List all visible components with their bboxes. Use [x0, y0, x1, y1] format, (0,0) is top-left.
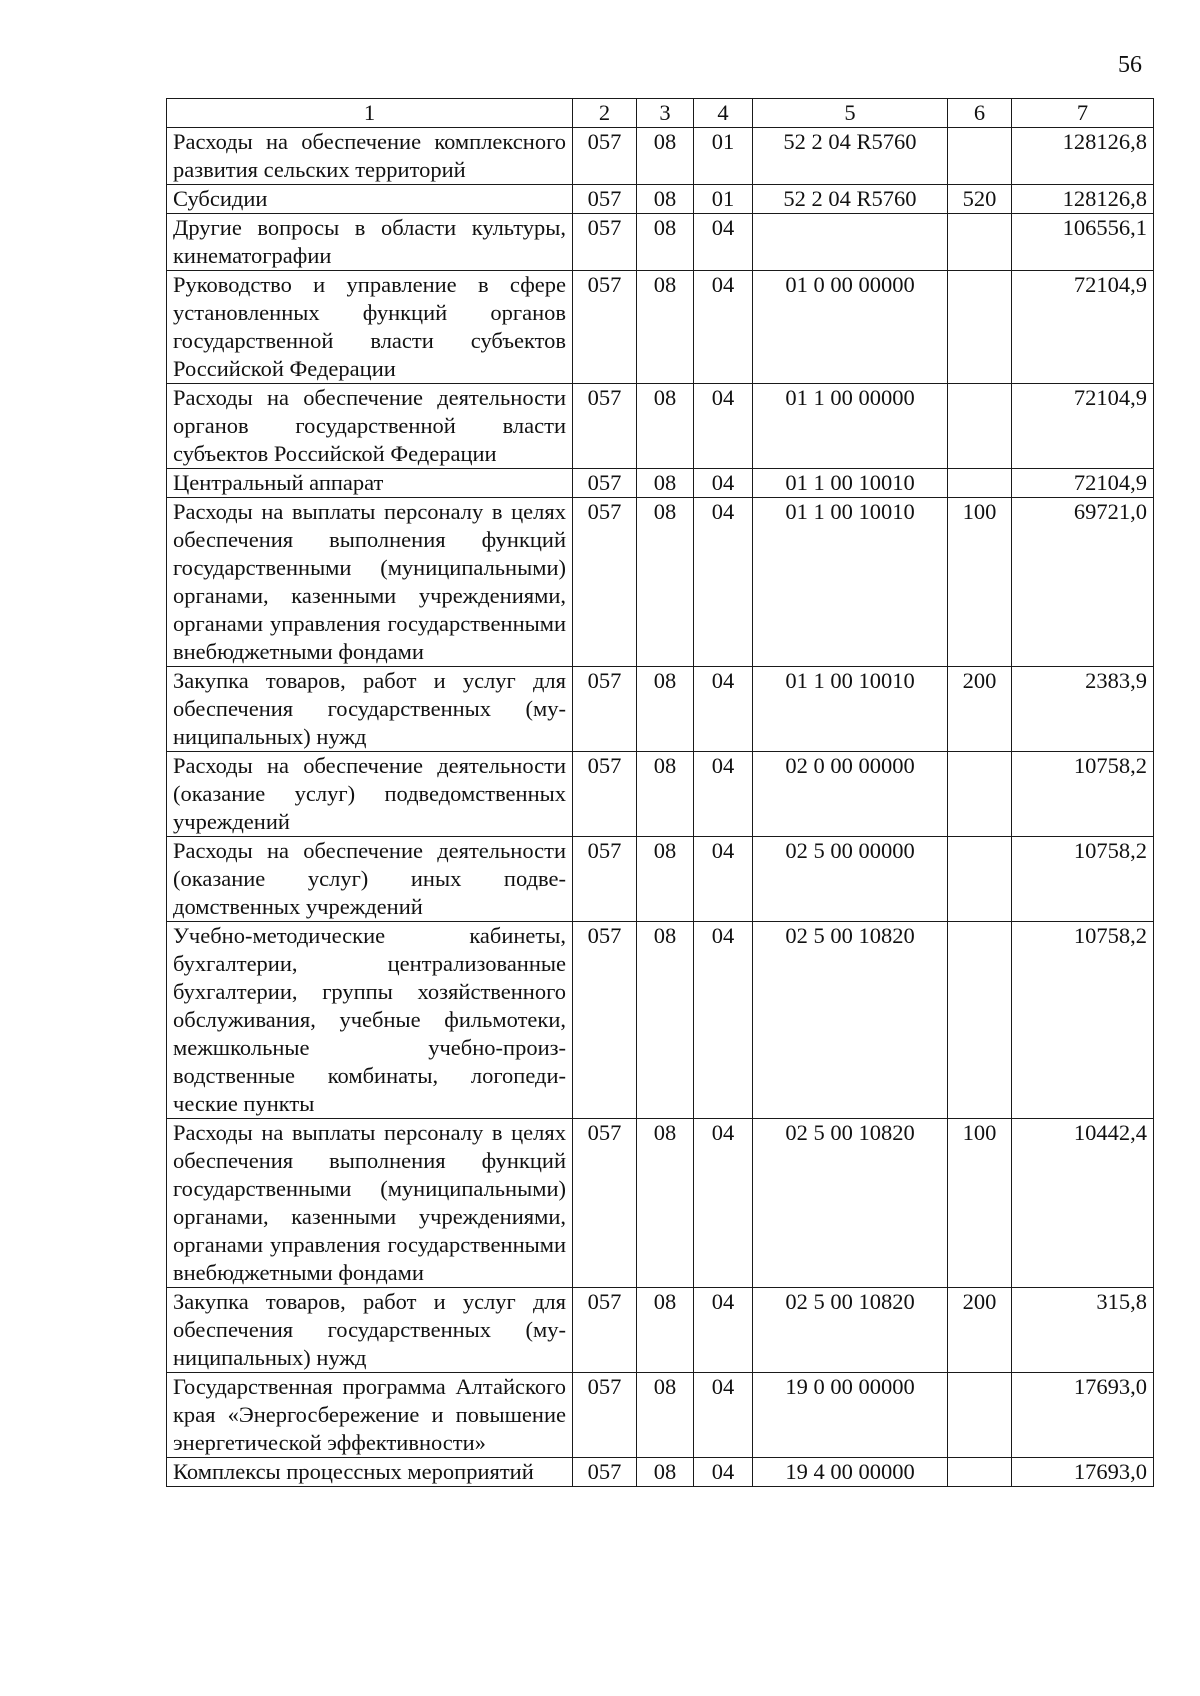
- table-row: [167, 922, 1154, 1119]
- admin-code-cell: 057: [573, 128, 637, 185]
- amount-cell: 128126,8: [1012, 185, 1154, 214]
- admin-code-cell: 057: [573, 1288, 637, 1373]
- section-code-cell: 08: [637, 667, 694, 752]
- subsection-code-cell: 04: [694, 667, 753, 752]
- expense-type-cell: 200: [948, 667, 1012, 752]
- amount-cell: 315,8: [1012, 1288, 1154, 1373]
- amount-cell: 106556,1: [1012, 214, 1154, 271]
- subsection-code-cell: 04: [694, 1373, 753, 1458]
- amount-cell: 2383,9: [1012, 667, 1154, 752]
- header-row: [167, 99, 1154, 128]
- table-row: [167, 469, 1154, 498]
- table-row: [167, 185, 1154, 214]
- admin-code-cell: 057: [573, 214, 637, 271]
- expense-type-cell: [948, 128, 1012, 185]
- column-header-5: 5: [753, 99, 948, 128]
- expense-type-cell: [948, 1458, 1012, 1487]
- target-article-cell: 01 0 00 00000: [753, 271, 948, 384]
- column-header-7: 7: [1012, 99, 1154, 128]
- expense-type-cell: [948, 752, 1012, 837]
- column-header-2: 2: [573, 99, 637, 128]
- amount-cell: 17693,0: [1012, 1373, 1154, 1458]
- subsection-code-cell: 04: [694, 1458, 753, 1487]
- table-row: [167, 752, 1154, 837]
- expense-name-cell: Закупка товаров, работ и услуг для обеспечения государственных (муниципальных) нужд: [167, 667, 573, 752]
- subsection-code-cell: 01: [694, 128, 753, 185]
- subsection-code-cell: 04: [694, 837, 753, 922]
- admin-code-cell: 057: [573, 469, 637, 498]
- target-article-cell: 01 1 00 10010: [753, 667, 948, 752]
- target-article-cell: 19 4 00 00000: [753, 1458, 948, 1487]
- admin-code-cell: 057: [573, 1373, 637, 1458]
- page-number: 56: [1118, 52, 1142, 78]
- table-row: [167, 128, 1154, 185]
- expense-name-cell: Государственная программа Алтайского края «Энергосбережение и повышение энергетической эффективности»: [167, 1373, 573, 1458]
- section-code-cell: 08: [637, 752, 694, 837]
- target-article-cell: 02 5 00 10820: [753, 922, 948, 1119]
- expense-type-cell: [948, 922, 1012, 1119]
- subsection-code-cell: 04: [694, 271, 753, 384]
- expense-name-cell: Учебно-методические кабинеты, бухгалтерии, централизованные бухгалтерии, группы хозяйственного обслуживания, учебные фильмотеки, межшкольные учебно-производственные комбинаты, логопедические пункты: [167, 922, 573, 1119]
- table-row: [167, 214, 1154, 271]
- table-row: [167, 837, 1154, 922]
- admin-code-cell: 057: [573, 837, 637, 922]
- expense-name-cell: Расходы на обеспечение деятельности (оказание услуг) подведомственных учреждений: [167, 752, 573, 837]
- admin-code-cell: 057: [573, 185, 637, 214]
- admin-code-cell: 057: [573, 1458, 637, 1487]
- expense-type-cell: 100: [948, 1119, 1012, 1288]
- amount-cell: 10442,4: [1012, 1119, 1154, 1288]
- target-article-cell: [753, 214, 948, 271]
- expense-name-cell: Расходы на обеспечение деятельности (оказание услуг) иных подведомственных учреждений: [167, 837, 573, 922]
- admin-code-cell: 057: [573, 1119, 637, 1288]
- admin-code-cell: 057: [573, 752, 637, 837]
- admin-code-cell: 057: [573, 922, 637, 1119]
- section-code-cell: 08: [637, 498, 694, 667]
- column-header-6: 6: [948, 99, 1012, 128]
- section-code-cell: 08: [637, 128, 694, 185]
- expense-type-cell: [948, 469, 1012, 498]
- table-row: [167, 667, 1154, 752]
- expense-type-cell: [948, 271, 1012, 384]
- table-row: [167, 271, 1154, 384]
- section-code-cell: 08: [637, 384, 694, 469]
- subsection-code-cell: 01: [694, 185, 753, 214]
- expense-type-cell: [948, 1373, 1012, 1458]
- target-article-cell: 19 0 00 00000: [753, 1373, 948, 1458]
- target-article-cell: 52 2 04 R5760: [753, 128, 948, 185]
- expense-name-cell: Расходы на обеспечение комплексного развития сельских территорий: [167, 128, 573, 185]
- section-code-cell: 08: [637, 271, 694, 384]
- amount-cell: 72104,9: [1012, 469, 1154, 498]
- column-header-3: 3: [637, 99, 694, 128]
- admin-code-cell: 057: [573, 667, 637, 752]
- expense-name-cell: Центральный аппарат: [167, 469, 573, 498]
- table-row: [167, 1119, 1154, 1288]
- column-header-1: 1: [167, 99, 573, 128]
- expense-name-cell: Расходы на выплаты персоналу в целях обеспечения выполнения функций государственными (муниципальными) органами, казенными учреждениями, органами управления государственными внебюджетными фондами: [167, 498, 573, 667]
- subsection-code-cell: 04: [694, 498, 753, 667]
- expense-type-cell: 100: [948, 498, 1012, 667]
- expense-type-cell: [948, 837, 1012, 922]
- section-code-cell: 08: [637, 1458, 694, 1487]
- expense-type-cell: [948, 214, 1012, 271]
- expense-name-cell: Руководство и управление в сфере установленных функций органов государственной власти субъектов Российской Федерации: [167, 271, 573, 384]
- subsection-code-cell: 04: [694, 214, 753, 271]
- table-row: [167, 384, 1154, 469]
- table-row: [167, 1373, 1154, 1458]
- section-code-cell: 08: [637, 1373, 694, 1458]
- column-header-4: 4: [694, 99, 753, 128]
- amount-cell: 10758,2: [1012, 837, 1154, 922]
- target-article-cell: 01 1 00 10010: [753, 498, 948, 667]
- table-body: [167, 128, 1154, 1487]
- target-article-cell: 02 5 00 10820: [753, 1288, 948, 1373]
- expense-name-cell: Закупка товаров, работ и услуг для обеспечения государственных (муниципальных) нужд: [167, 1288, 573, 1373]
- subsection-code-cell: 04: [694, 1288, 753, 1373]
- subsection-code-cell: 04: [694, 1119, 753, 1288]
- amount-cell: 10758,2: [1012, 752, 1154, 837]
- expense-name-cell: Субсидии: [167, 185, 573, 214]
- expense-name-cell: Расходы на выплаты персоналу в целях обеспечения выполнения функций государственными (муниципальными) органами, казенными учреждениями, органами управления государственными внебюджетными фондами: [167, 1119, 573, 1288]
- amount-cell: 69721,0: [1012, 498, 1154, 667]
- section-code-cell: 08: [637, 837, 694, 922]
- amount-cell: 10758,2: [1012, 922, 1154, 1119]
- subsection-code-cell: 04: [694, 922, 753, 1119]
- budget-table: [166, 98, 1154, 1487]
- expense-type-cell: 200: [948, 1288, 1012, 1373]
- subsection-code-cell: 04: [694, 752, 753, 837]
- amount-cell: 128126,8: [1012, 128, 1154, 185]
- admin-code-cell: 057: [573, 498, 637, 667]
- amount-cell: 72104,9: [1012, 384, 1154, 469]
- expense-name-cell: Расходы на обеспечение деятельности органов государственной власти субъектов Российской Федерации: [167, 384, 573, 469]
- table-row: [167, 1288, 1154, 1373]
- target-article-cell: 02 0 00 00000: [753, 752, 948, 837]
- table-row: [167, 1458, 1154, 1487]
- amount-cell: 72104,9: [1012, 271, 1154, 384]
- table-row: [167, 498, 1154, 667]
- subsection-code-cell: 04: [694, 384, 753, 469]
- expense-name-cell: Комплексы процессных мероприятий: [167, 1458, 573, 1487]
- section-code-cell: 08: [637, 185, 694, 214]
- expense-name-cell: Другие вопросы в области культуры, кинематографии: [167, 214, 573, 271]
- section-code-cell: 08: [637, 1119, 694, 1288]
- section-code-cell: 08: [637, 469, 694, 498]
- section-code-cell: 08: [637, 922, 694, 1119]
- expense-type-cell: [948, 384, 1012, 469]
- target-article-cell: 02 5 00 00000: [753, 837, 948, 922]
- section-code-cell: 08: [637, 1288, 694, 1373]
- target-article-cell: 01 1 00 00000: [753, 384, 948, 469]
- admin-code-cell: 057: [573, 384, 637, 469]
- section-code-cell: 08: [637, 214, 694, 271]
- admin-code-cell: 057: [573, 271, 637, 384]
- target-article-cell: 01 1 00 10010: [753, 469, 948, 498]
- target-article-cell: 52 2 04 R5760: [753, 185, 948, 214]
- expense-type-cell: 520: [948, 185, 1012, 214]
- subsection-code-cell: 04: [694, 469, 753, 498]
- amount-cell: 17693,0: [1012, 1458, 1154, 1487]
- target-article-cell: 02 5 00 10820: [753, 1119, 948, 1288]
